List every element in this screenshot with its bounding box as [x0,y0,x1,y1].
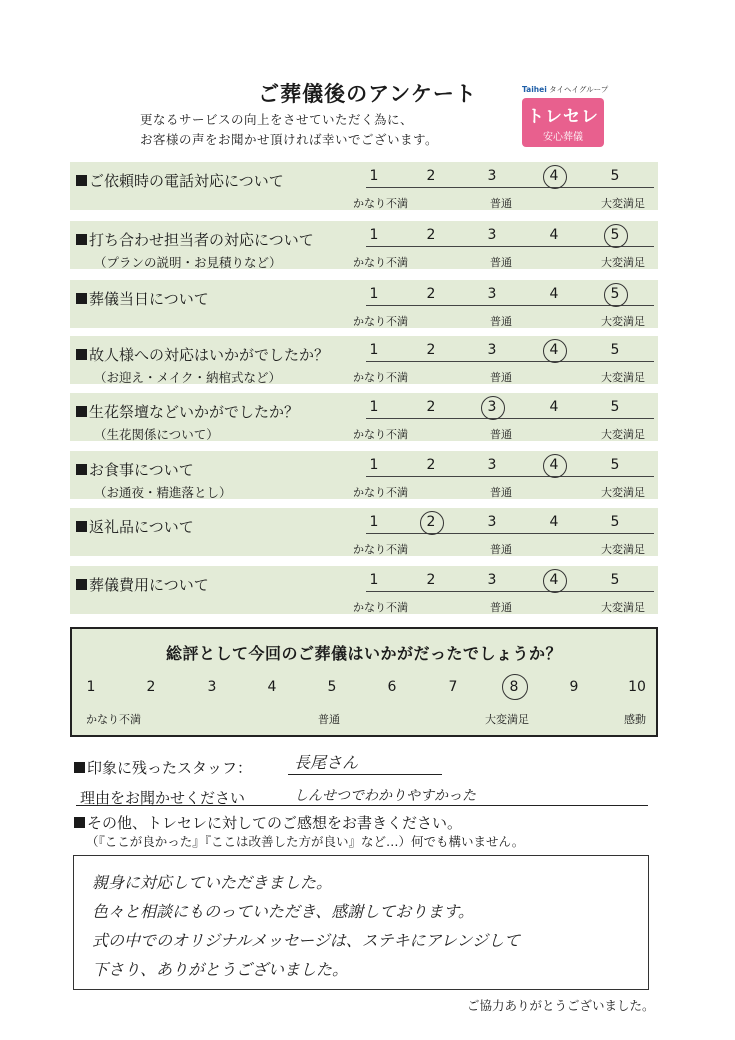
scale-mid-label: 普通 [490,371,512,384]
rating-option-2[interactable]: 2 [426,286,436,302]
rating-option-2[interactable]: 2 [426,457,436,473]
rating-option-3[interactable]: 3 [487,342,497,358]
overall-question: 総評として今回のご葬儀はいかがだったでしょうか？ [165,644,562,663]
staff-label: 印象に残ったスタッフ： [74,757,252,778]
rating-option-5[interactable]: 5 [610,286,620,302]
overall-mid-label: 普通 [318,713,340,726]
overall-option-5[interactable]: 5 [327,679,337,695]
scale-mid-label: 普通 [490,428,512,441]
comments-hint: （『ここが良かった』『ここは改善した方が良い』など…）何でも構いません。 [86,834,525,849]
rating-option-5[interactable]: 5 [610,457,620,473]
rating-option-5[interactable]: 5 [610,399,620,415]
rating-option-4[interactable]: 4 [549,514,559,530]
rating-option-5[interactable]: 5 [610,168,620,184]
question-label: 生花祭壇などいかがでしたか？ [76,401,299,422]
question-row [70,162,658,210]
rating-option-2[interactable]: 2 [426,168,436,184]
group-name: タイヘイグループ [549,85,609,94]
bullet-square-icon [76,579,87,590]
overall-option-7[interactable]: 7 [448,679,458,695]
brand-badge [522,98,604,147]
rating-option-4[interactable]: 4 [549,572,559,588]
overall-option-6[interactable]: 6 [387,679,397,695]
overall-rating-box [70,627,658,737]
rating-option-3[interactable]: 3 [487,286,497,302]
rating-option-1[interactable]: 1 [369,514,379,530]
rating-option-4[interactable]: 4 [549,286,559,302]
rating-option-2[interactable]: 2 [426,572,436,588]
bullet-square-icon [76,521,87,532]
rating-option-4[interactable]: 4 [549,342,559,358]
scale-line [366,361,654,362]
scale-low-label: かなり不満 [353,601,408,614]
staff-value: 長尾さん [294,753,359,772]
rating-option-4[interactable]: 4 [549,399,559,415]
scale-low-label: かなり不満 [353,486,408,499]
rating-option-4[interactable]: 4 [549,227,559,243]
scale-mid-label: 普通 [490,315,512,328]
rating-option-3[interactable]: 3 [487,572,497,588]
overall-high-label: 大変満足 [485,713,529,726]
scale-mid-label: 普通 [490,197,512,210]
scale-low-label: かなり不満 [353,428,408,441]
scale-high-label: 大変満足 [601,428,645,441]
overall-low-label: かなり不満 [86,713,141,726]
rating-option-2[interactable]: 2 [426,227,436,243]
selected-circle-mark [543,339,567,363]
overall-option-9[interactable]: 9 [569,679,579,695]
overall-top-label: 感動 [624,713,646,726]
question-row [70,336,658,384]
brand-name: トレセレ [527,107,599,127]
rating-option-1[interactable]: 1 [369,572,379,588]
overall-option-1[interactable]: 1 [86,679,96,695]
comment-line-2: 色々と相談にものっていただき、感謝しております。 [92,902,474,921]
scale-line [366,533,654,534]
rating-option-1[interactable]: 1 [369,457,379,473]
rating-scale [366,168,654,188]
survey-subtitle [140,110,438,150]
scale-high-label: 大変満足 [601,543,645,556]
scale-high-label: 大変満足 [601,197,645,210]
rating-option-3[interactable]: 3 [487,399,497,415]
scale-mid-label: 普通 [490,256,512,269]
scale-low-label: かなり不満 [353,315,408,328]
overall-option-10[interactable]: 10 [628,679,646,695]
question-label: 葬儀当日について [76,288,209,309]
rating-scale [366,514,654,534]
rating-option-4[interactable]: 4 [549,168,559,184]
selected-circle-mark [543,454,567,478]
selected-circle-mark [604,283,628,307]
question-note: （プランの説明・お見積りなど） [94,255,282,270]
rating-option-1[interactable]: 1 [369,227,379,243]
bullet-square-icon [74,817,85,828]
question-label: 葬儀費用について [76,574,209,595]
question-label: お食事について [76,459,194,480]
rating-option-1[interactable]: 1 [369,399,379,415]
comments-box[interactable] [73,855,649,990]
question-label: 打ち合わせ担当者の対応について [76,229,314,250]
bullet-square-icon [76,234,87,245]
rating-option-3[interactable]: 3 [487,514,497,530]
scale-high-label: 大変満足 [601,256,645,269]
comment-line-1: 親身に対応していただきました。 [92,873,333,892]
rating-scale [366,457,654,477]
bullet-square-icon [76,175,87,186]
group-brand: Taihei [522,85,547,94]
bullet-square-icon [76,349,87,360]
overall-option-8[interactable]: 8 [509,679,519,695]
scale-low-label: かなり不満 [353,371,408,384]
scale-low-label: かなり不満 [353,256,408,269]
scale-low-label: かなり不満 [353,197,408,210]
question-label: 故人様への対応はいかがでしたか？ [76,344,329,365]
scale-mid-label: 普通 [490,486,512,499]
question-row [70,280,658,328]
rating-scale [366,286,654,306]
group-logo [522,84,609,95]
selected-circle-mark [604,224,628,248]
bullet-square-icon [76,406,87,417]
scale-line [366,187,654,188]
comment-line-3: 式の中でのオリジナルメッセージは、ステキにアレンジして [92,931,521,950]
rating-option-4[interactable]: 4 [549,457,559,473]
scale-high-label: 大変満足 [601,601,645,614]
rating-option-5[interactable]: 5 [610,572,620,588]
bullet-square-icon [74,762,85,773]
rating-option-2[interactable]: 2 [426,514,436,530]
rating-scale [366,227,654,247]
comment-line-4: 下さり、ありがとうございました。 [92,960,349,979]
rating-option-3[interactable]: 3 [487,168,497,184]
rating-scale [366,399,654,419]
rating-scale [366,342,654,362]
rating-option-1[interactable]: 1 [369,286,379,302]
rating-option-2[interactable]: 2 [426,342,436,358]
reason-underline [76,805,648,806]
rating-option-5[interactable]: 5 [610,514,620,530]
company-logo [522,84,609,147]
scale-high-label: 大変満足 [601,315,645,328]
staff-field[interactable] [288,750,442,775]
rating-option-1[interactable]: 1 [369,342,379,358]
question-note: （お通夜・精進落とし） [94,485,232,500]
rating-option-3[interactable]: 3 [487,227,497,243]
selected-circle-mark [543,569,567,593]
overall-option-3[interactable]: 3 [207,679,217,695]
scale-mid-label: 普通 [490,543,512,556]
question-label: 返礼品について [76,516,194,537]
question-note: （生花関係について） [94,427,219,442]
reason-label: 理由をお聞かせください [80,789,246,807]
rating-option-3[interactable]: 3 [487,457,497,473]
selected-circle-mark [502,674,528,700]
rating-option-2[interactable]: 2 [426,399,436,415]
subtitle-line-1: 更なるサービスの向上をさせていただく為に、 [140,112,414,127]
brand-tagline: 安心葬儀 [543,132,583,143]
question-row [70,393,658,441]
question-row [70,221,658,269]
rating-scale [366,572,654,592]
question-note: （お迎え・メイク・納棺式など） [94,370,282,385]
selected-circle-mark [420,511,444,535]
subtitle-line-2: お客様の声をお聞かせ頂ければ幸いでございます。 [140,132,439,147]
thanks-footer: ご協力ありがとうございました。 [467,998,655,1013]
rating-option-5[interactable]: 5 [610,342,620,358]
question-row [70,451,658,499]
reason-value[interactable]: しんせつでわかりやすかった [294,788,476,804]
survey-title: ご葬儀後のアンケート [258,82,477,106]
overall-option-2[interactable]: 2 [146,679,156,695]
selected-circle-mark [481,396,505,420]
scale-mid-label: 普通 [490,601,512,614]
question-label: ご依頼時の電話対応について [76,170,284,191]
scale-line [366,418,654,419]
scale-low-label: かなり不満 [353,543,408,556]
bullet-square-icon [76,464,87,475]
rating-option-1[interactable]: 1 [369,168,379,184]
rating-option-5[interactable]: 5 [610,227,620,243]
bullet-square-icon [76,293,87,304]
selected-circle-mark [543,165,567,189]
question-row [70,508,658,556]
scale-line [366,591,654,592]
scale-line [366,476,654,477]
comments-heading: その他、トレセレに対してのご感想をお書きください。 [74,812,462,833]
scale-high-label: 大変満足 [601,486,645,499]
question-row [70,566,658,614]
scale-high-label: 大変満足 [601,371,645,384]
overall-option-4[interactable]: 4 [267,679,277,695]
